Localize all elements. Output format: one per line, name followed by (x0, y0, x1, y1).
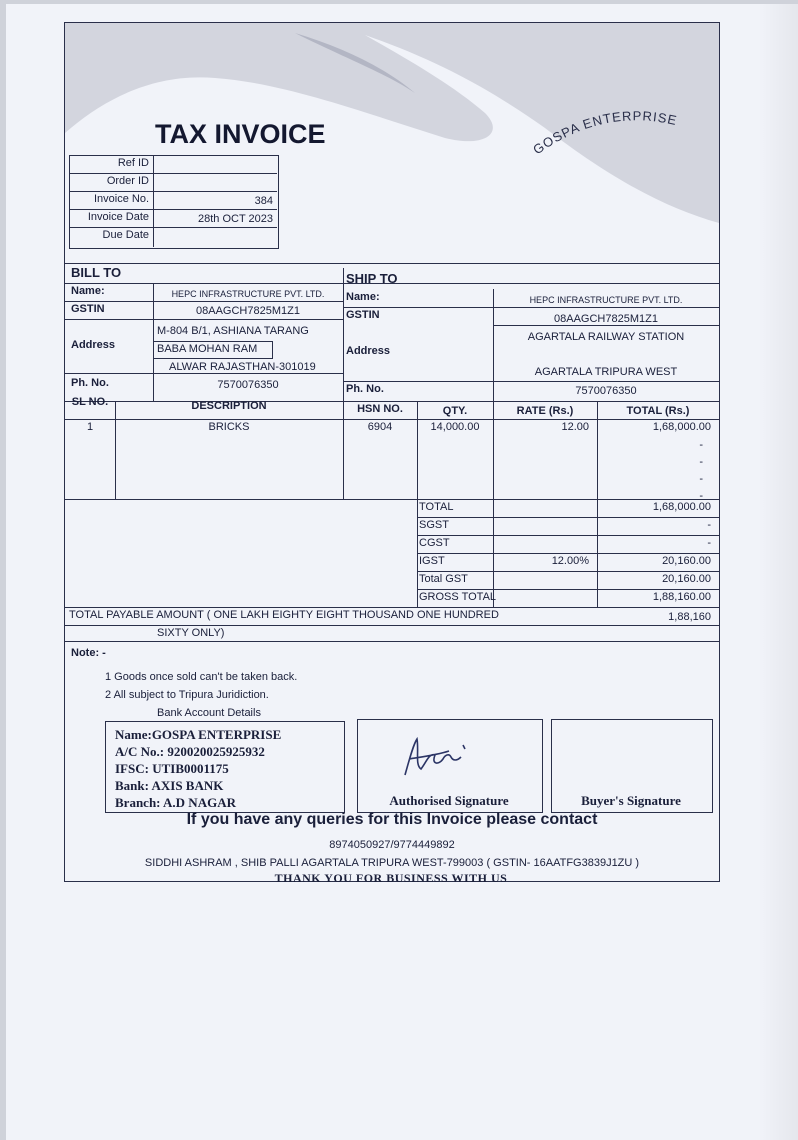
col-description-header: DESCRIPTION (191, 400, 267, 412)
col-total-header: TOTAL (Rs.) (626, 405, 690, 417)
summary-label-total: TOTAL (419, 501, 454, 513)
company-stamp-text: GOSPA ENTERPRISE (530, 108, 679, 158)
meta-label-order-id: Order ID (106, 175, 149, 187)
meta-label-invoice-date: Invoice Date (87, 211, 149, 223)
summary-label-igst: IGST (419, 555, 445, 567)
thank-you-footer: THANK YOU FOR BUSINESS WITH US (274, 871, 508, 885)
item-sl: 1 (86, 421, 94, 433)
item-description: BRICKS (208, 421, 250, 433)
item-total-placeholder-dash: - (699, 473, 703, 485)
ship-gstin-label: GSTIN (346, 309, 380, 321)
meta-label-due-date: Due Date (102, 229, 149, 241)
queries-text: If you have any queries for this Invoice please contact (186, 811, 598, 828)
contact-phones: 8974050927/9774449892 (329, 839, 455, 851)
authorised-signature-label: Authorised Signature (389, 793, 509, 808)
handwritten-signature (391, 731, 481, 781)
bank-account-name: Name:GOSPA ENTERPRISE (115, 727, 282, 742)
bill-phone-label: Ph. No. (71, 377, 109, 389)
summary-value-total: 1,68,000.00 (652, 501, 711, 513)
col-rate-header: RATE (Rs.) (516, 405, 574, 417)
bill-address-line-2: BABA MOHAN RAM (157, 343, 258, 355)
paper-sheet (6, 4, 798, 1140)
bill-gstin-label: GSTIN (71, 303, 105, 315)
ship-phone-label: Ph. No. (346, 383, 384, 395)
ship-phone-value: 7570076350 (575, 385, 637, 397)
ship-to-heading: SHIP TO (346, 271, 398, 286)
summary-label-total-gst: Total GST (419, 573, 468, 585)
note-item-2: 2 All subject to Tripura Juridiction. (105, 689, 269, 701)
payable-amount: 1,88,160 (668, 611, 711, 623)
bank-details-heading: Bank Account Details (157, 707, 261, 719)
summary-value-sgst: - (707, 519, 711, 531)
note-item-1: 1 Goods once sold can't be taken back. (105, 671, 298, 683)
summary-rate-igst: 12.00% (551, 555, 589, 567)
summary-value-total-gst: 20,160.00 (662, 573, 711, 585)
summary-value-igst: 20,160.00 (662, 555, 711, 567)
ship-gstin-value: 08AAGCH7825M1Z1 (554, 313, 658, 325)
col-qty-header: QTY. (442, 405, 468, 417)
bill-name-value: HEPC INFRASTRUCTURE PVT. LTD. (171, 289, 325, 299)
contact-address: SIDDHI ASHRAM , SHIB PALLI AGARTALA TRIPURA WEST-799003 ( GSTIN- 16AATFG3839J1ZU ) (144, 857, 640, 869)
summary-value-gross-total: 1,88,160.00 (652, 591, 711, 603)
item-qty: 14,000.00 (430, 421, 480, 433)
meta-value-invoice-no-: 384 (254, 195, 273, 207)
invoice-document (64, 22, 720, 882)
summary-label-sgst: SGST (419, 519, 449, 531)
payable-words-line-1: TOTAL PAYABLE AMOUNT ( ONE LAKH EIGHTY EIGHT THOUSAND ONE HUNDRED (69, 609, 499, 621)
bank-name: Bank: AXIS BANK (115, 778, 224, 793)
summary-label-cgst: CGST (419, 537, 450, 549)
item-rate: 12.00 (561, 421, 589, 433)
item-total: 1,68,000.00 (652, 421, 711, 433)
svg-text:GOSPA ENTERPRISE (530, 108, 679, 157)
ship-name-label: Name: (346, 291, 380, 303)
ship-address-label: Address (346, 345, 391, 357)
notes-heading: Note: - (71, 647, 106, 659)
payable-words-line-2: SIXTY ONLY) (157, 627, 225, 639)
buyer-signature-label: Buyer's Signature (581, 793, 681, 808)
meta-value-invoice-date: 28th OCT 2023 (197, 213, 273, 225)
invoice-title: TAX INVOICE (155, 119, 326, 149)
item-total-placeholder-dash: - (699, 456, 703, 468)
bank-account-number: A/C No.: 920020025925932 (115, 744, 265, 759)
bill-address-line-1: M-804 B/1, ASHIANA TARANG (157, 325, 309, 337)
bank-ifsc: IFSC: UTIB0001175 (115, 761, 229, 776)
ship-address-line-2: AGARTALA TRIPURA WEST (534, 366, 678, 378)
bill-name-label: Name: (71, 285, 105, 297)
item-total-placeholder-dash: - (699, 439, 703, 451)
bill-to-heading: BILL TO (71, 265, 122, 280)
meta-label-invoice-no-: Invoice No. (93, 193, 149, 205)
bill-address-line-3: ALWAR RAJASTHAN-301019 (169, 361, 316, 373)
item-hsn: 6904 (367, 421, 393, 433)
meta-label-ref-id: Ref ID (117, 157, 149, 169)
summary-label-gross-total: GROSS TOTAL (419, 591, 497, 603)
col-sl-header: SL NO. (71, 396, 109, 408)
col-hsn-header: HSN NO. (357, 403, 403, 415)
ship-name-value: HEPC INFRASTRUCTURE PVT. LTD. (529, 295, 683, 305)
bill-phone-value: 7570076350 (217, 379, 279, 391)
company-stamp-logo (525, 97, 695, 167)
ship-address-line-1: AGARTALA RAILWAY STATION (527, 331, 685, 343)
bill-address-label: Address (71, 339, 116, 351)
summary-value-cgst: - (707, 537, 711, 549)
bill-gstin-value: 08AAGCH7825M1Z1 (196, 305, 300, 317)
item-total-placeholder-dash: - (699, 490, 703, 502)
bank-branch: Branch: A.D NAGAR (115, 795, 236, 810)
